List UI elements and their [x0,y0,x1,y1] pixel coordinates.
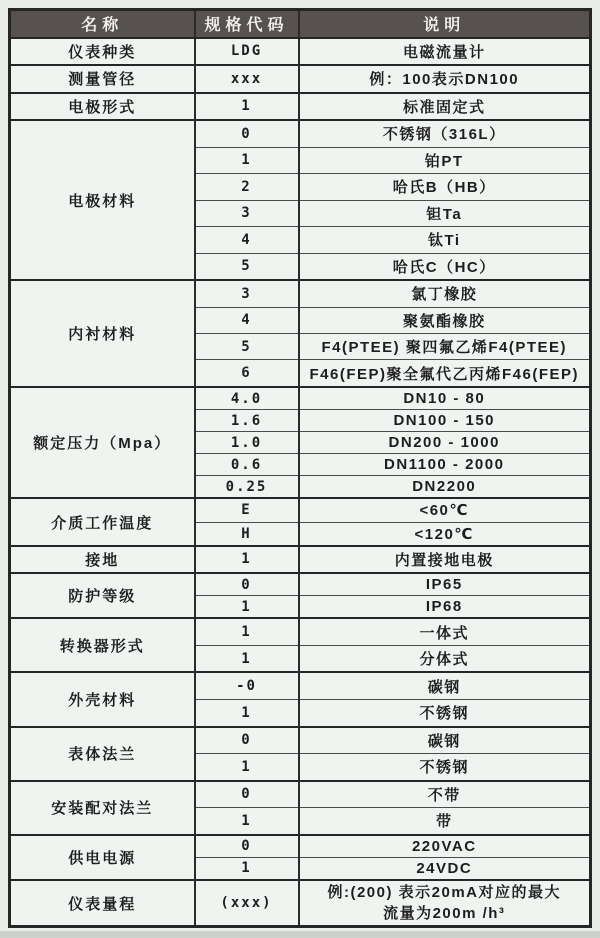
description-cell: 氯丁橡胶 [299,280,591,307]
row-group-name: 电极材料 [10,120,195,280]
description-cell: 24VDC [299,857,591,880]
table-row [10,672,591,699]
spec-code-cell: 6 [195,360,299,387]
table-row [10,727,591,754]
header-name: 名称 [10,10,195,38]
description-cell: 不锈钢（316L） [299,120,591,147]
description-cell: 内置接地电极 [299,546,591,574]
table-row [10,498,591,522]
table-row [10,120,591,147]
spec-code-cell: 0 [195,727,299,754]
spec-code-cell: 1.6 [195,410,299,432]
description-cell: DN200 - 1000 [299,432,591,454]
table-body [10,38,591,927]
spec-code-cell: 3 [195,280,299,307]
description-cell: 标准固定式 [299,93,591,121]
spec-code-cell: 4 [195,307,299,333]
spec-code-cell: 1 [195,596,299,619]
description-cell: 一体式 [299,618,591,645]
description-cell: 碳钢 [299,672,591,699]
spec-code-cell: -0 [195,672,299,699]
spec-code-cell: 1 [195,857,299,880]
description-line: 流量为200m /h³ [383,905,506,922]
description-cell: 带 [299,808,591,835]
header-spec-code: 规格代码 [195,10,299,38]
description-cell: DN1100 - 2000 [299,454,591,476]
description-cell: IP65 [299,573,591,596]
description-cell: <120℃ [299,522,591,546]
spec-code-cell: 0 [195,120,299,147]
description-cell: F46(FEP)聚全氟代乙丙烯F46(FEP) [299,360,591,387]
table-row [10,618,591,645]
table-row [10,65,591,93]
spec-code-cell: E [195,498,299,522]
spec-code-cell: 4.0 [195,387,299,410]
spec-code-cell: 1 [195,147,299,173]
description-cell: DN10 - 80 [299,387,591,410]
spec-code-cell: 1 [195,93,299,121]
spec-code-cell: 2 [195,174,299,200]
description-cell: 碳钢 [299,727,591,754]
spec-code-cell: 1 [195,754,299,781]
row-group-name: 仪表量程 [10,880,195,927]
description-cell: 铂PT [299,147,591,173]
description-line: 例:(200) 表示20mA对应的最大 [327,884,562,901]
description-cell: DN2200 [299,476,591,499]
row-group-name: 介质工作温度 [10,498,195,545]
spec-code-cell: 5 [195,334,299,360]
description-cell [299,880,591,927]
description-cell: <60℃ [299,498,591,522]
row-group-name: 防护等级 [10,573,195,618]
table-row [10,38,591,66]
spec-code-cell: 1 [195,700,299,727]
header-description: 说明 [299,10,591,38]
table-row [10,546,591,574]
row-group-name: 安装配对法兰 [10,781,195,835]
table-row [10,835,591,858]
spec-code-cell: 1.0 [195,432,299,454]
spec-code-cell: 0.6 [195,454,299,476]
description-cell: 聚氨酯橡胶 [299,307,591,333]
description-cell: 不带 [299,781,591,808]
spec-code-cell: 1 [195,808,299,835]
spec-code-cell: 3 [195,200,299,226]
table-row [10,573,591,596]
row-group-name: 电极形式 [10,93,195,121]
table-row [10,280,591,307]
row-group-name: 外壳材料 [10,672,195,726]
spec-code-cell: 0 [195,573,299,596]
spec-code-table [8,8,592,928]
row-group-name: 额定压力（Mpa） [10,387,195,498]
description-cell: DN100 - 150 [299,410,591,432]
row-group-name: 供电电源 [10,835,195,880]
spec-code-cell: 5 [195,253,299,280]
row-group-name: 测量管径 [10,65,195,93]
spec-code-cell: 0 [195,781,299,808]
spec-code-cell: xxx [195,65,299,93]
table-row [10,387,591,410]
description-cell: 220VAC [299,835,591,858]
spec-code-cell: H [195,522,299,546]
description-cell: IP68 [299,596,591,619]
row-group-name: 表体法兰 [10,727,195,781]
table-row [10,781,591,808]
description-cell: 电磁流量计 [299,38,591,66]
description-cell: 哈氏B（HB） [299,174,591,200]
row-group-name: 仪表种类 [10,38,195,66]
spec-code-cell: 0.25 [195,476,299,499]
spec-code-cell: 1 [195,546,299,574]
description-cell: 分体式 [299,645,591,672]
bottom-edge-strip [0,931,600,938]
table-row [10,93,591,121]
description-cell: F4(PTEE) 聚四氟乙烯F4(PTEE) [299,334,591,360]
row-group-name: 内衬材料 [10,280,195,387]
table-header [10,10,591,38]
spec-code-cell: 0 [195,835,299,858]
spec-code-cell: 1 [195,645,299,672]
spec-code-cell: (xxx) [195,880,299,927]
spec-code-cell: 1 [195,618,299,645]
row-group-name: 转换器形式 [10,618,195,672]
description-cell: 例：100表示DN100 [299,65,591,93]
row-group-name: 接地 [10,546,195,574]
description-cell: 钛Ti [299,227,591,253]
table-row [10,880,591,927]
header-row [10,10,591,38]
spec-code-cell: 4 [195,227,299,253]
description-cell: 不锈钢 [299,700,591,727]
description-cell: 不锈钢 [299,754,591,781]
spec-code-cell: LDG [195,38,299,66]
description-cell: 钽Ta [299,200,591,226]
description-cell: 哈氏C（HC） [299,253,591,280]
